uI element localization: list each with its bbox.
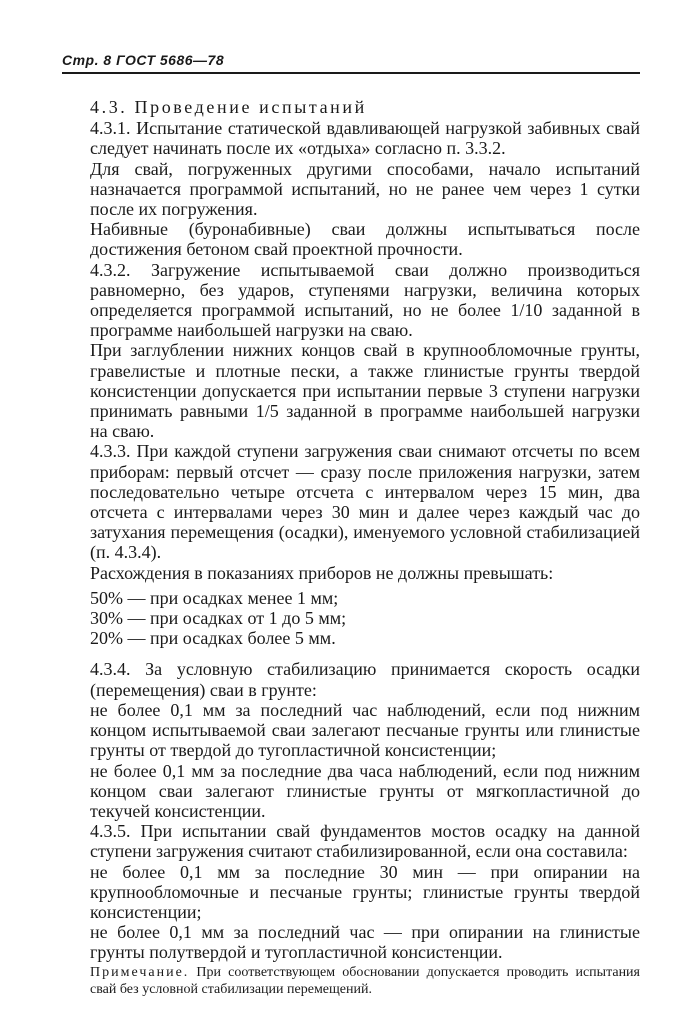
paragraph-4-3-2-coarse-soils: При заглублении нижних концов свай в крупнообломочные грунты, гравелистые и плотные пески, а также глинистые грунты твердой консистенции допускается при испытании первые 3 ступени нагрузки принимать равными 1/5 заданной в программе наибольшей нагрузки на сваю. xyxy=(90,340,640,442)
paragraph-4-3-1: 4.3.1. Испытание статической вдавливающей нагрузкой забивных свай следует начинать после их «отдыха» согласно п. 3.3.2. xyxy=(90,118,640,159)
tolerance-item: 50% — при осадках менее 1 мм; xyxy=(90,587,339,608)
tolerance-item: 30% — при осадках от 1 до 5 мм; xyxy=(90,608,347,629)
paragraph-4-3-3-discrepancies: Расхождения в показаниях приборов не должны превышать: xyxy=(90,562,554,583)
page-header: Стр. 8 ГОСТ 5686—78 xyxy=(62,52,225,68)
note-text: При соответствующем обосновании допускается проводить испытания свай без условной стабилизации перемещений. xyxy=(90,964,640,997)
header-rule xyxy=(62,72,640,74)
paragraph-4-3-5: 4.3.5. При испытании свай фундаментов мостов осадку на данной ступени загружения считают стабилизированной, если она составила: xyxy=(90,821,640,862)
paragraph-4-3-5-clayey: не более 0,1 мм за последний час — при опирании на глинистые грунты полутвердой и тугопластичной консистенции. xyxy=(90,922,640,963)
tolerance-item: 20% — при осадках более 5 мм. xyxy=(90,628,336,649)
paragraph-4-3-1-other-piles: Для свай, погруженных другими способами, начало испытаний назначается программой испытаний, но не ранее чем через 1 сутки после их погружения. xyxy=(90,158,640,220)
note-label: Примечание. xyxy=(90,964,190,980)
paragraph-4-3-4-sandy: не более 0,1 мм за последний час наблюдений, если под нижним концом испытываемой сваи залегают песчаные грунты или глинистые грунты от твердой до тугопластичной консистенции; xyxy=(90,699,640,761)
document-body xyxy=(90,97,640,1012)
tolerance-list xyxy=(90,588,640,649)
paragraph-4-3-5-coarse: не более 0,1 мм за последние 30 мин — при опирании на крупнообломочные и песчаные грунты; глинистые грунты твердой консистенции; xyxy=(90,861,640,922)
section-title: 4.3. Проведение испытаний xyxy=(90,97,367,117)
paragraph-4-3-4: 4.3.4. За условную стабилизацию принимается скорость осадки (перемещения) сваи в грунте: xyxy=(90,659,640,700)
paragraph-4-3-3: 4.3.3. При каждой ступени загружения сваи снимают отсчеты по всем приборам: первый отсчет — сразу после приложения нагрузки, затем последовательно четыре отсчета с интервалом через 15 мин, два отсчета с интервалами через 30 мин и далее через каждый час до затухания перемещения (осадки), именуемого условной стабилизацией (п. 4.3.4). xyxy=(90,441,640,563)
paragraph-4-3-4-clayey: не более 0,1 мм за последние два часа наблюдений, если под нижним концом сваи залегают глинистые грунты от мягкопластичной до текучей консистенции. xyxy=(90,760,640,821)
paragraph-4-3-2: 4.3.2. Загружение испытываемой сваи должно производиться равномерно, без ударов, ступенями нагрузки, величина которых определяется программой испытаний, но не более 1/10 заданной в программе наибольшей нагрузки на сваю. xyxy=(90,259,640,341)
paragraph-4-3-1-bored-piles: Набивные (буронабивные) сваи должны испытываться после достижения бетоном свай проектной прочности. xyxy=(90,219,640,260)
note xyxy=(90,964,640,998)
